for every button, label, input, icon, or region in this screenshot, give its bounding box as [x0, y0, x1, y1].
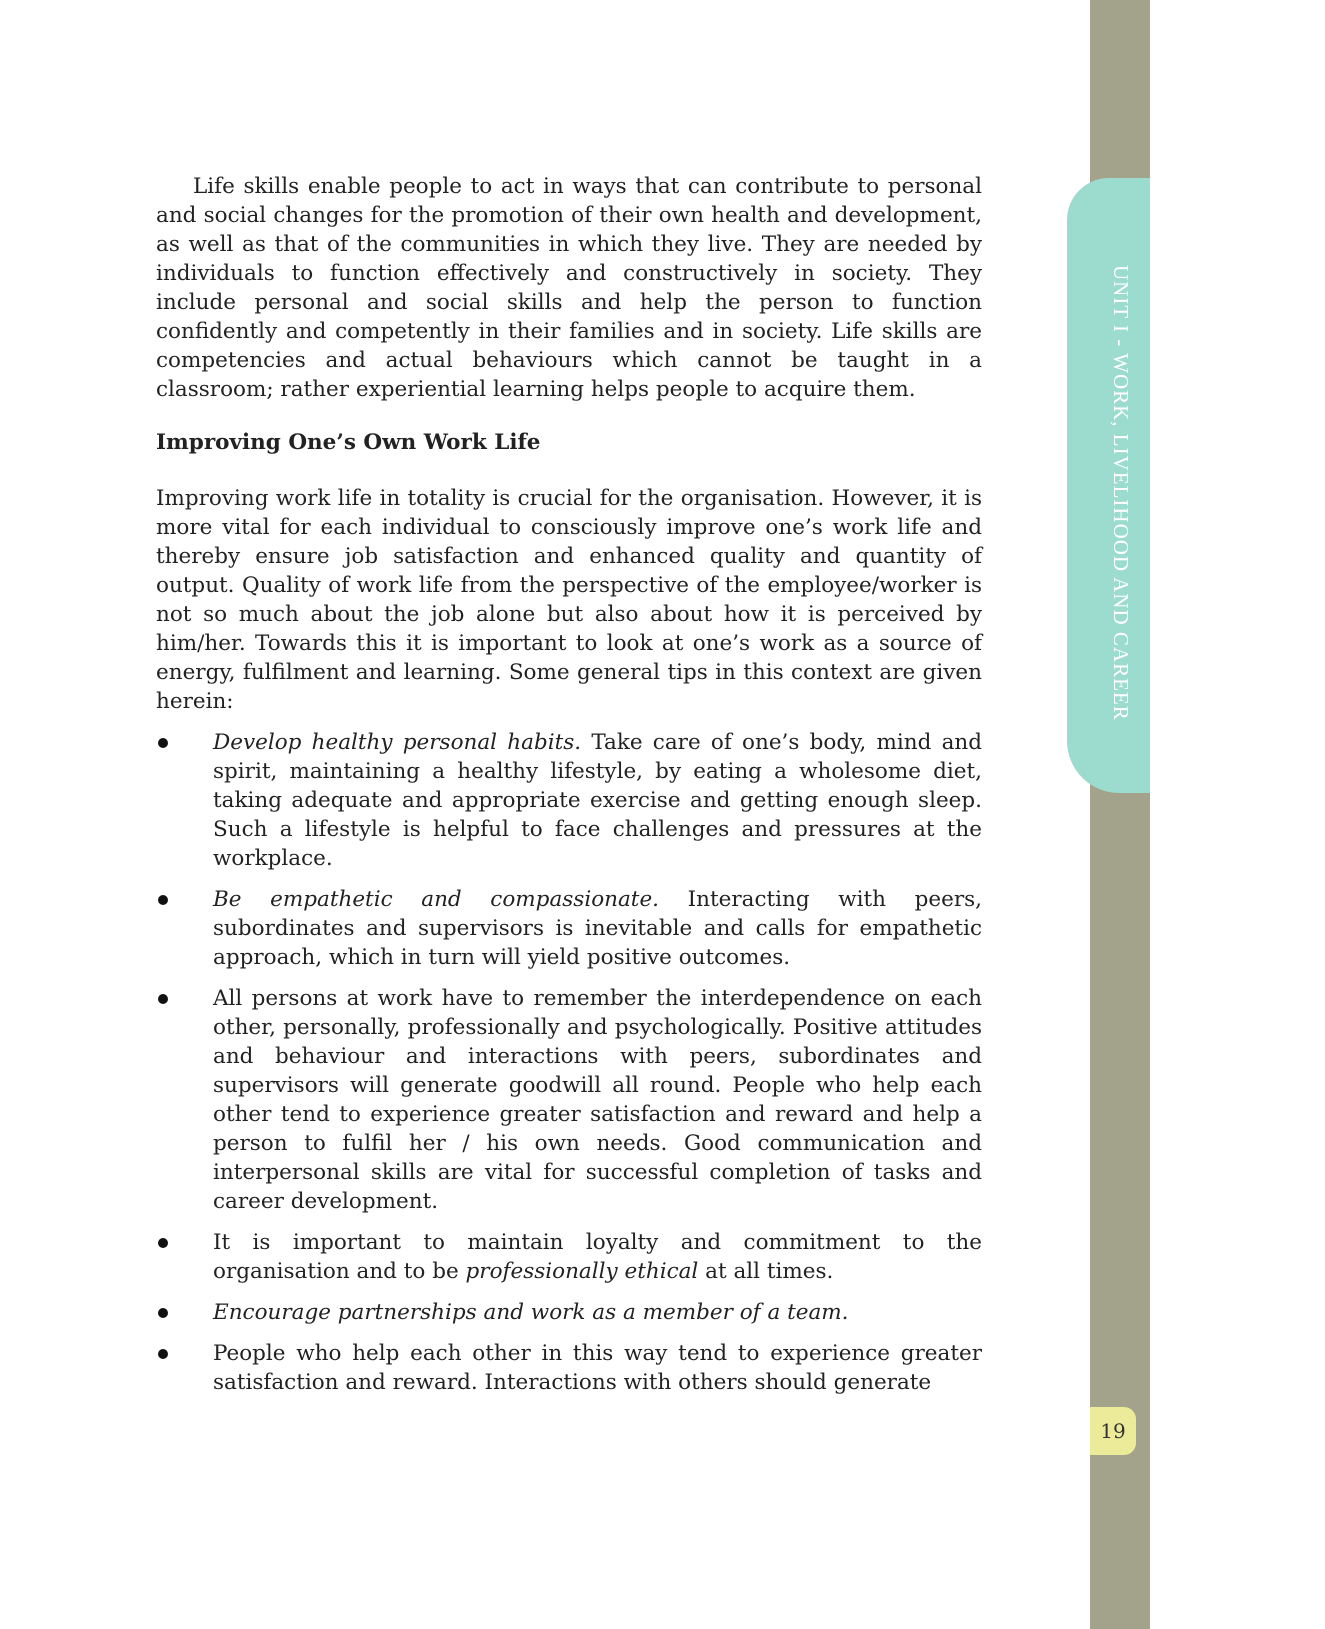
list-item-text: People who help each other in this way tend to experience greater satisfaction and reward. Interactions with others should generate: [213, 1341, 982, 1395]
list-item-text: It is important to maintain loyalty and commitment to the organisation and to be: [213, 1230, 982, 1284]
list-item-lead: Be empathetic and compassionate.: [213, 887, 660, 912]
list-item-emphasis: professionally ethical: [465, 1259, 699, 1284]
list-item-lead: Develop healthy personal habits.: [213, 730, 582, 755]
list-item-text: All persons at work have to remember the interdependence on each other, personally, professionally and psychologically. Positive attitudes and behaviour and interactions with peers, subordinates and supervisors will generate goodwill all round. People who help each other tend to experience greater satisfaction and reward and help a person to fulfil her / his own needs. Good communication and interpersonal skills are vital for successful completion of tasks and career development.: [213, 986, 982, 1214]
bullet-icon: [158, 895, 168, 905]
list-item: [156, 885, 982, 972]
list-item: [156, 984, 982, 1216]
list-item-text: Interacting with peers, subordinates and supervisors is inevitable and calls for empathetic approach, which in turn will yield positive outcomes.: [213, 887, 982, 970]
body-paragraph: Improving work life in totality is crucial for the organisation. However, it is more vital for each individual to consciously improve one’s work life and thereby ensure job satisfaction and enhanced quality and quantity of output. Quality of work life from the perspective of the employee/worker is not so much about the job alone but also about how it is perceived by him/her. Towards this it is important to look at one’s work as a source of energy, fulfilment and learning. Some general tips in this context are given herein:: [156, 486, 982, 714]
bullet-icon: [158, 1308, 168, 1318]
bullet-icon: [158, 1238, 168, 1248]
bullet-icon: [158, 994, 168, 1004]
bullet-icon: [158, 738, 168, 748]
tips-list: [156, 728, 982, 1397]
list-item: [156, 1339, 982, 1397]
list-item: [156, 1298, 982, 1327]
bullet-icon: [158, 1349, 168, 1359]
list-item-text-end: at all times.: [698, 1259, 834, 1284]
intro-paragraph: Life skills enable people to act in ways that can contribute to personal and social changes for the promotion of their own health and development, as well as that of the communities in which they live. They are needed by individuals to function effectively and constructively in society. They include personal and social skills and help the person to function confidently and competently in their families and in society. Life skills are competencies and actual behaviours which cannot be taught in a classroom; rather experiential learning helps people to acquire them.: [156, 174, 982, 402]
page-number: 19: [1090, 1407, 1136, 1455]
list-item-text: Take care of one’s body, mind and spirit, maintaining a healthy lifestyle, by eating a wholesome diet, taking adequate and appropriate exercise and getting enough sleep. Such a lifestyle is helpful to face challenges and pressures at the workplace.: [213, 730, 982, 871]
list-item-text: Encourage partnerships and work as a member of a team.: [213, 1300, 849, 1325]
page-content: [156, 172, 982, 1409]
list-item: [156, 728, 982, 873]
list-item: [156, 1228, 982, 1286]
section-heading: Improving One’s Own Work Life: [156, 430, 541, 455]
unit-label: UNIT I - WORK, LIVELIHOOD AND CAREER: [1109, 265, 1133, 721]
